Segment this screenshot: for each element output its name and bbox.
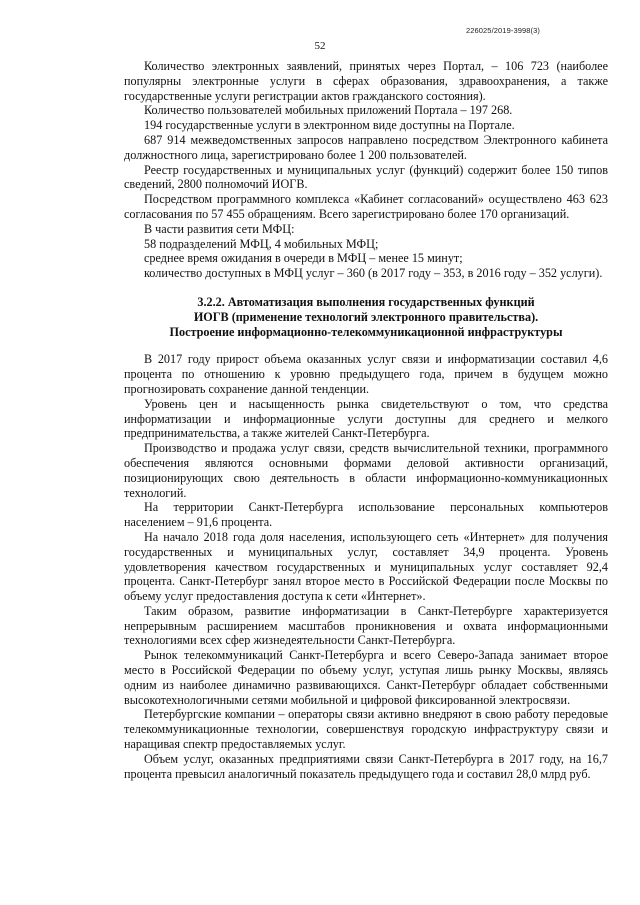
paragraph: Объем услуг, оказанных предприятиями связи Санкт-Петербурга в 2017 году, на 16,7 процента превысил аналогичный показатель предыдущего года и составил 28,0 млрд руб. bbox=[124, 751, 608, 781]
section-heading-line: 3.2.2. Автоматизация выполнения государственных функций bbox=[197, 294, 535, 309]
spacer bbox=[124, 281, 608, 295]
paragraph: 687 914 межведомственных запросов направлено посредством Электронного кабинета должностного лица, зарегистрировано более 1 200 пользователей. bbox=[124, 132, 608, 162]
paragraph: На территории Санкт-Петербурга использование персональных компьютеров населением – 91,6 процента. bbox=[124, 500, 608, 530]
paragraph: Посредством программного комплекса «Кабинет согласований» осуществлено 463 623 согласования по 57 455 обращениям. Всего зарегистрировано более 170 организаций. bbox=[124, 192, 608, 221]
paragraph: Уровень цен и насыщенность рынка свидетельствуют о том, что средства информатизации и информационные услуги доступны для среднего и мелкого предпринимательства, а также жителей Санкт-Петербурга. bbox=[124, 396, 608, 441]
document-id: 226025/2019-3998(3) bbox=[465, 26, 540, 35]
section-heading bbox=[124, 295, 608, 339]
paragraph: Количество пользователей мобильных приложений Портала – 197 268. bbox=[144, 103, 513, 118]
paragraph: На начало 2018 года доля населения, использующего сеть «Интернет» для получения государственных и муниципальных услуг, составляет 34,9 процента. Уровень удовлетворения качеством государственных и муниципальных услуг составляет 92,4 процента. Санкт-Петербург занял второе место в Российской Федерации после Москвы по объему услуг предоставления доступа к сети «Интернет». bbox=[124, 529, 608, 604]
paragraph: среднее время ожидания в очереди в МФЦ – менее 15 минут; bbox=[144, 251, 463, 266]
paragraph: Производство и продажа услуг связи, средств вычислительной техники, программного обеспечения являются основными формами деловой активности организаций, позиционирующих свою деятельность в области информационно-коммуникационных технологий. bbox=[124, 441, 608, 500]
paragraph: Рынок телекоммуникаций Санкт-Петербурга и всего Северо-Запада занимает второе место в Российской Федерации по объему услуг, уступая лишь рынку Москвы, являясь одним из наиболее динамично развивающихся. Санкт-Петербург обладает собственными высокотехнологичными сетями мобильной и цифровой фиксированной электросвязи. bbox=[124, 648, 608, 707]
section-heading-line: ИОГВ (применение технологий электронного правительства). bbox=[193, 309, 539, 324]
paragraph: Таким образом, развитие информатизации в Санкт-Петербурге характеризуется непрерывным расширением масштабов проникновения и охвата информационными технологиями всех сфер жизнедеятельности Санкт-Петербурга. bbox=[124, 603, 608, 648]
section-heading-line: Построение информационно-телекоммуникационной инфраструктуры bbox=[169, 324, 563, 339]
paragraph: В 2017 году прирост объема оказанных услуг связи и информатизации составил 4,6 процента по отношению к уровню предыдущего года, причем в будущем можно прогнозировать сохранение данной тенденции. bbox=[124, 352, 608, 396]
paragraph: Количество электронных заявлений, принятых через Портал, – 106 723 (наиболее популярны электронные услуги в сферах образования, здравоохранения, а также государственные услуги регистрации актов гражданского состояния). bbox=[124, 59, 608, 103]
page-body bbox=[124, 59, 608, 781]
paragraph: Реестр государственных и муниципальных услуг (функций) содержит более 150 типов сведений, 2800 полномочий ИОГВ. bbox=[124, 162, 608, 192]
paragraph: количество доступных в МФЦ услуг – 360 (в 2017 году – 353, в 2016 году – 352 услуги). bbox=[144, 266, 603, 281]
spacer bbox=[124, 339, 608, 352]
paragraph: Петербургские компании – операторы связи активно внедряют в свою работу передовые телекоммуникационные технологии, совершенствуя городскую инфраструктуру связи и наращивая спектр предоставляемых услуг. bbox=[124, 707, 608, 752]
page-number: 52 bbox=[314, 40, 326, 52]
paragraph: 58 подразделений МФЦ, 4 мобильных МФЦ; bbox=[144, 236, 379, 251]
paragraph: 194 государственные услуги в электронном виде доступны на Портале. bbox=[144, 118, 515, 133]
paragraph: В части развития сети МФЦ: bbox=[144, 221, 295, 236]
